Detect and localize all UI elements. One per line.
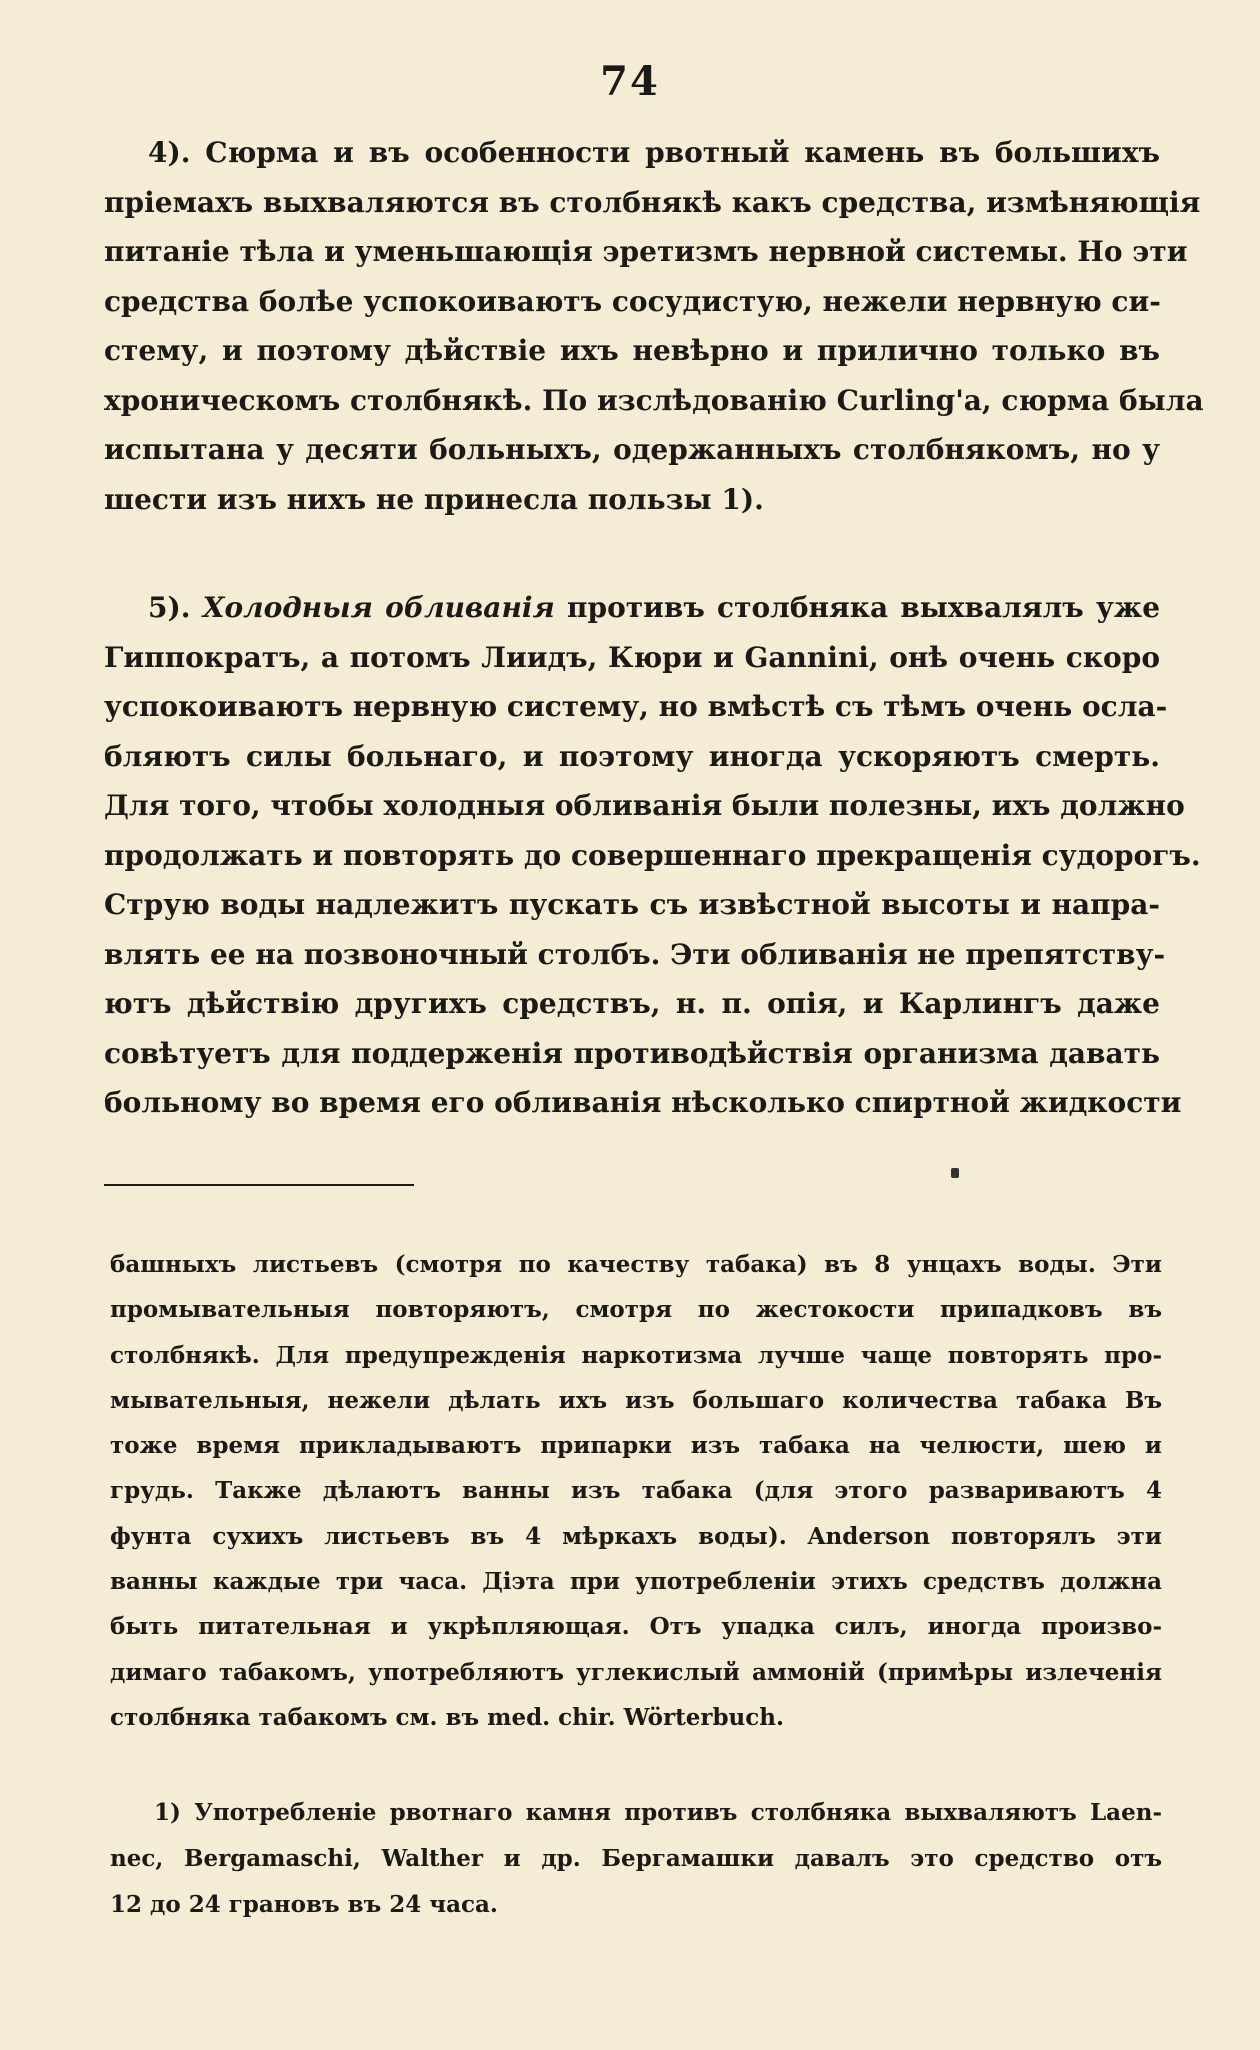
text-line: продолжать и повторять до совершеннаго прекращенія судорогъ. (104, 838, 1201, 872)
footnote-1 (110, 1790, 1162, 1928)
text-line: больному во время его обливанія нѣсколько спиртной жидкости (104, 1086, 1182, 1119)
footnote-line: фунта сухихъ листьевъ въ 4 мѣркахъ воды). Anderson повторялъ эти (110, 1522, 1162, 1550)
footnote-line: промывательныя повторяютъ, смотря по жестокости припадковъ въ (110, 1296, 1162, 1324)
text-line: Струю воды надлежитъ пускать съ извѣстной высоты и напра- (104, 888, 1160, 921)
ink-speck (951, 1168, 959, 1178)
footnote-line: столбнякѣ. Для предупрежденія наркотизма лучше чаще повторять про- (110, 1341, 1162, 1369)
text-line: питаніе тѣла и уменьшающія эретизмъ нервной системы. Но эти (104, 235, 1188, 268)
footnote-line: nec, Bergamaschi, Walther и др. Бергамашки давалъ это средство отъ (110, 1845, 1162, 1872)
footnote-line: димаго табакомъ, употребляютъ углекислый аммоній (примѣры излеченія (110, 1658, 1162, 1686)
text-line: влять ее на позвоночный столбъ. Эти обливанія не препятству- (104, 937, 1166, 971)
text-line: ютъ дѣйствію другихъ средствъ, н. п. опія, и Карлингъ даже (104, 987, 1160, 1020)
paragraph-number: 5). (148, 591, 191, 624)
paragraph-5 (104, 583, 1201, 1128)
footnote-line: башныхъ листьевъ (смотря по качеству табака) въ 8 унцахъ воды. Эти (110, 1251, 1162, 1278)
footnote-separator (104, 1184, 414, 1186)
footnote-continuation (110, 1242, 1162, 1740)
text-line: шести изъ нихъ не принесла пользы 1). (104, 482, 764, 516)
text-line: 4). Сюрма и въ особенности рвотный камень въ большихъ (148, 136, 1160, 169)
text-line: средства болѣе успокоиваютъ сосудистую, нежели нервную си- (104, 284, 1161, 318)
text-line: стему, и поэтому дѣйствіе ихъ невѣрно и прилично только въ (104, 334, 1160, 367)
text-line: пріемахъ выхваляются въ столбнякѣ какъ средства, измѣняющія (104, 185, 1201, 219)
text-line: бляютъ силы больнаго, и поэтому иногда ускоряютъ смерть. (104, 739, 1160, 773)
text-line (104, 583, 1160, 633)
footnote-line: тоже время прикладываютъ припарки изъ табака на челюсти, шею и (110, 1432, 1162, 1460)
text-line: совѣтуетъ для поддерженія противодѣйствія организма давать (104, 1036, 1160, 1070)
text-line: Гиппократъ, а потомъ Лиидъ, Кюри и Gannini, онѣ очень скоро (104, 640, 1160, 674)
footnote-line: 12 до 24 грановъ въ 24 часа. (110, 1891, 498, 1918)
page-number: 74 (600, 58, 660, 105)
footnote-line: ванны каждые три часа. Діэта при употребленіи этихъ средствъ должна (110, 1568, 1162, 1596)
footnote-line: грудь. Также дѣлаютъ ванны изъ табака (для этого развариваютъ 4 (110, 1477, 1162, 1505)
text-line: испытана у десяти больныхъ, одержанныхъ столбнякомъ, но у (104, 433, 1160, 466)
footnote-line: 1) Употребленіе рвотнаго камня противъ столбняка выхваляютъ Laen- (154, 1799, 1162, 1826)
text-line: успокоиваютъ нервную систему, но вмѣстѣ съ тѣмъ очень осла- (104, 690, 1168, 723)
text-line: хроническомъ столбнякѣ. По изслѣдованію Curling'а, сюрма была (104, 383, 1204, 417)
text-fragment: противъ столбняка выхвалялъ уже (567, 591, 1161, 624)
italic-term: Холодныя обливанія (202, 591, 555, 624)
footnote-line: быть питательная и укрѣпляющая. Отъ упадка силъ, иногда произво- (110, 1613, 1162, 1641)
text-line: Для того, чтобы холодныя обливанія были полезны, ихъ должно (104, 789, 1185, 822)
footnote-line: мывательныя, нежели дѣлать ихъ изъ большаго количества табака Въ (110, 1386, 1162, 1414)
footnote-line: столбняка табакомъ см. въ med. chir. Wörterbuch. (110, 1703, 784, 1731)
paragraph-4 (104, 128, 1204, 524)
